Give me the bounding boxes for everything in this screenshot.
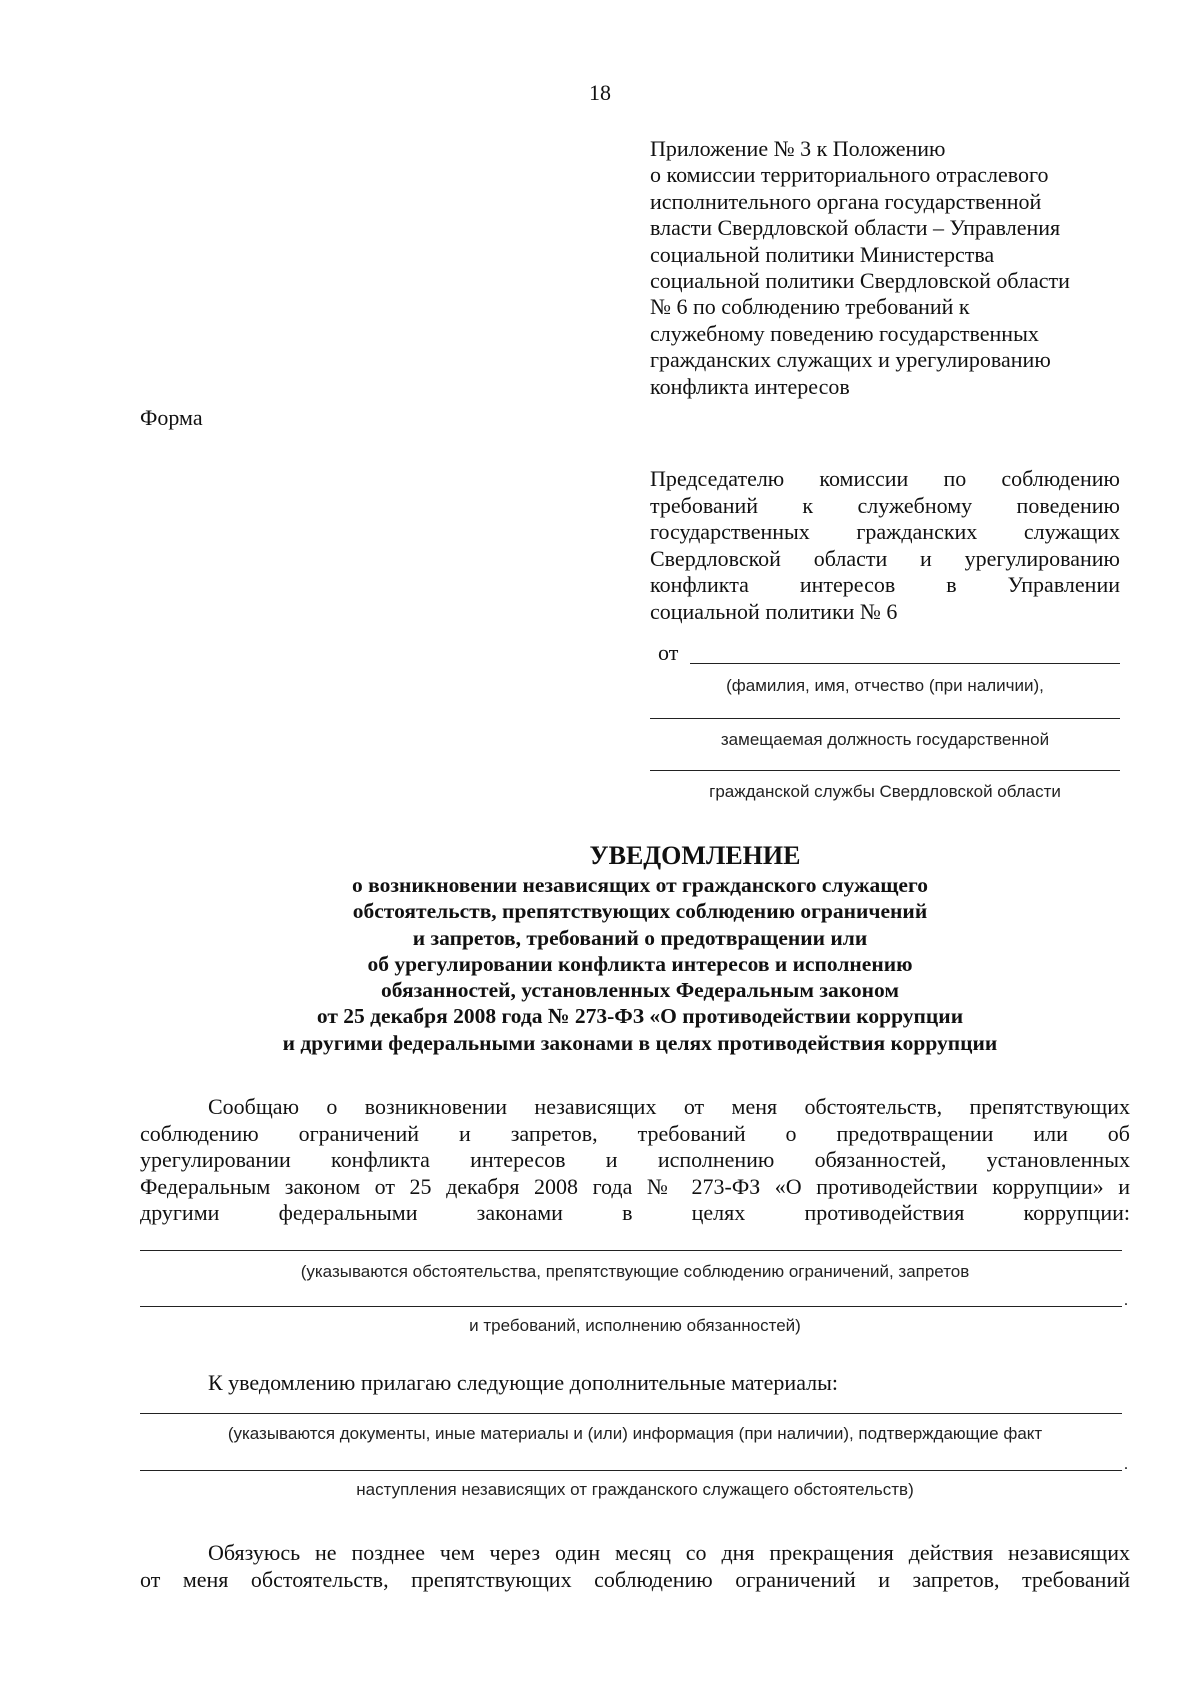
paragraph-line: Обязуюсь не позднее чем через один месяц со дня прекращения действия независящих — [208, 1540, 1130, 1565]
title-line: от 25 декабря 2008 года № 273-ФЗ «О противодействии коррупции — [316, 1004, 964, 1029]
position-field-line — [650, 718, 1120, 719]
circumstances-field-line — [140, 1250, 1122, 1251]
appendix-line: о комиссии территориального отраслевого — [650, 162, 1049, 188]
title-line: обстоятельств, препятствующих соблюдению ограничений — [352, 899, 928, 924]
addressee-line: конфликта интересов в Управлении — [650, 572, 1120, 598]
appendix-header — [650, 136, 1120, 400]
title-line: и другими федеральными законами в целях противодействия коррупции — [282, 1030, 998, 1055]
line-end-dot: . — [1124, 1292, 1128, 1309]
appendix-line: служебному поведению государственных — [650, 320, 1039, 346]
addressee-line: социальной политики № 6 — [650, 598, 898, 624]
circumstances-hint: (указываются обстоятельства, препятствующие соблюдению ограничений, запретов — [300, 1262, 970, 1281]
appendix-line: конфликта интересов — [650, 373, 850, 399]
appendix-line: Приложение № 3 к Положению — [650, 136, 946, 161]
form-label: Форма — [140, 405, 203, 430]
title-line: о возникновении независящих от гражданского служащего — [352, 873, 928, 897]
paragraph-line: другими федеральными законами в целях противодействия коррупции: — [140, 1200, 1130, 1225]
appendix-line: исполнительного органа государственной — [650, 188, 1042, 214]
title-line: и запретов, требований о предотвращении или — [412, 925, 868, 950]
paragraph-report — [140, 1094, 1130, 1227]
addressee-line: Свердловской области и урегулированию — [650, 545, 1120, 571]
paragraph-line: Сообщаю о возникновении независящих от меня обстоятельств, препятствующих — [208, 1094, 1130, 1119]
appendix-line: гражданских служащих и урегулированию — [650, 347, 1051, 373]
fio-field-line — [690, 663, 1120, 664]
paragraph-line: соблюдению ограничений и запретов, требований о предотвращении или об — [140, 1120, 1130, 1146]
service-field-line — [650, 770, 1120, 771]
paragraph-obligation — [140, 1540, 1130, 1593]
materials-field-line-2 — [140, 1470, 1122, 1471]
title-main: УВЕДОМЛЕНИЕ — [589, 841, 801, 870]
circumstances-hint-2: и требований, исполнению обязанностей) — [469, 1316, 801, 1335]
paragraph-line: от меня обстоятельств, препятствующих соблюдению ограничений и запретов, требований — [140, 1566, 1130, 1592]
line-end-dot: . — [1124, 1456, 1128, 1473]
materials-field-line — [140, 1413, 1122, 1414]
page-number: 18 — [589, 80, 611, 105]
appendix-line: власти Свердловской области – Управления — [650, 215, 1061, 241]
paragraph-line: Федеральным законом от 25 декабря 2008 года № 273-ФЗ «О противодействии коррупции» и — [140, 1173, 1130, 1199]
appendix-line: № 6 по соблюдению требований к — [650, 294, 970, 320]
paragraph-line: К уведомлению прилагаю следующие дополнительные материалы: — [208, 1370, 839, 1395]
paragraph-line: урегулировании конфликта интересов и исполнению обязанностей, установленных — [140, 1147, 1130, 1172]
fio-hint: (фамилия, имя, отчество (при наличии), — [726, 676, 1044, 695]
title-line: об урегулировании конфликта интересов и исполнению — [367, 951, 913, 976]
position-hint: замещаемая должность государственной — [720, 730, 1050, 749]
service-hint: гражданской службы Свердловской области — [709, 782, 1061, 801]
paragraph-materials — [140, 1370, 1130, 1397]
materials-hint: (указываются документы, иные материалы и (или) информация (при наличии), подтверждающие факт — [227, 1424, 1043, 1443]
notification-title — [140, 840, 1140, 1056]
appendix-line: социальной политики Свердловской области — [650, 268, 1070, 294]
addressee-line: требований к служебному поведению — [650, 492, 1120, 518]
circumstances-field-line-2 — [140, 1306, 1122, 1307]
title-line: обязанностей, установленных Федеральным законом — [380, 978, 899, 1003]
addressee-line: Председателю комиссии по соблюдению — [650, 466, 1120, 491]
addressee-line: государственных гражданских служащих — [650, 519, 1120, 545]
materials-hint-2: наступления независящих от гражданского служащего обстоятельств) — [356, 1480, 914, 1499]
appendix-line: социальной политики Министерства — [650, 241, 995, 267]
from-label: от — [658, 640, 679, 665]
addressee-block — [650, 466, 1120, 626]
